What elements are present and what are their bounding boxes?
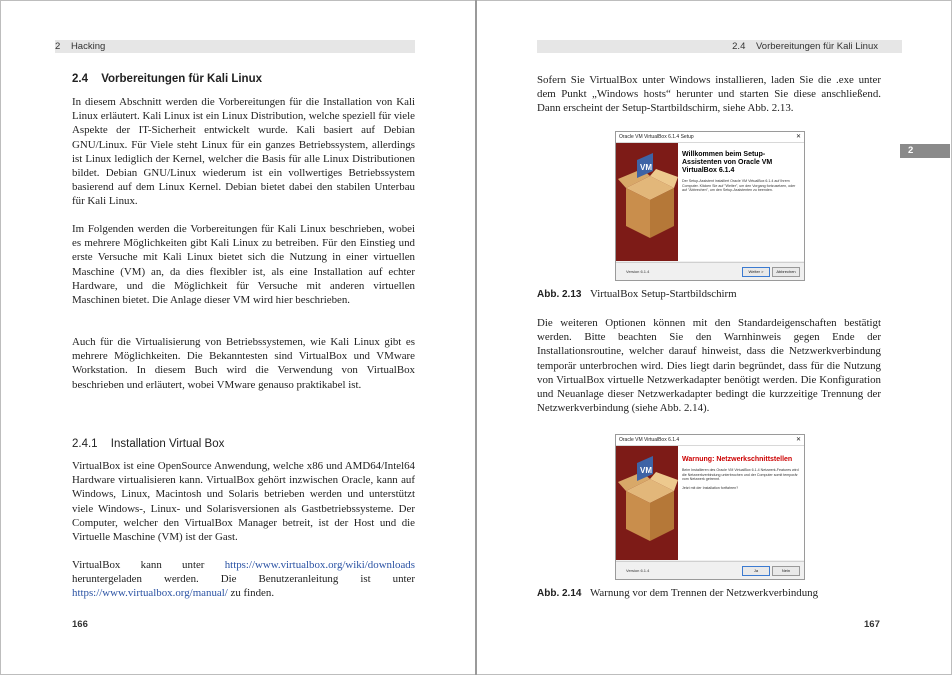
figure-label-2-13: Abb. 2.13: [537, 289, 582, 300]
setup-version-label: Version 6.1.4: [626, 269, 650, 274]
figure-caption-2-13: [537, 288, 737, 300]
chapter-thumb-tab: 2: [900, 144, 950, 158]
warning-window-title: Oracle VM VirtualBox 6.1.4: [619, 437, 680, 443]
warning-screenshot: [615, 434, 805, 580]
warning-question: Jetzt mit der Installation fortfahren?: [682, 485, 739, 490]
download-text-middle: heruntergeladen werden. Die Benutzeranleitung ist unter: [72, 573, 415, 586]
paragraph-download: [72, 558, 415, 601]
close-icon: ✕: [795, 134, 801, 140]
virtualbox-box-illustration: [616, 446, 678, 560]
next-button[interactable]: Weiter >: [742, 267, 770, 277]
left-page: [0, 0, 475, 675]
svg-text:VM: VM: [640, 466, 652, 475]
setup-welcome-heading: Willkommen beim Setup-Assistenten von Oracle VM VirtualBox 6.1.4: [682, 151, 773, 174]
running-head-left: [55, 40, 415, 53]
setup-screenshot: [615, 131, 805, 281]
warning-body: Beim Installieren des Oracle VM VirtualBox 6.1.4 Netzwerk-Features wird die Netzwerkverbindung unterbrochen und der Computer somit temporär vom Netzwerk getrennt.: [682, 468, 799, 482]
subsection-heading: [72, 438, 224, 450]
paragraph-network-warning: Die weiteren Optionen können mit den Standardeigenschaften bestätigt werden. Bitte beachten Sie den Warnhinweis gegen Ende der Installationsroutine, welcher darauf hinweist, dass die Netzwerkverbindung temporär unterbrochen wird. Dies liegt darin begründet, dass für die Nutzung von VirtualBox virtuelle Netzwerkadapter benötigt werden. Die Konfiguration und Neuanlage dieser Netzwerkadapter bedingt die kurzzeitige Trennung der Netzwerkverbindung (siehe Abb. 2.14).: [537, 317, 881, 415]
setup-welcome-body: Der Setup-Assistent installiert Oracle VM VirtualBox 6.1.4 auf Ihrem Computer. Klicken Sie auf "Weiter", um den Vorgang fortzusetzen, oder auf "Abbrechen", um den Setup-Assistenten zu beenden.: [682, 179, 796, 193]
virtualbox-box-illustration: [616, 143, 678, 261]
section-title: Vorbereitungen für Kali Linux: [101, 73, 263, 85]
setup-window-text: [682, 151, 800, 193]
chapter-title: Hacking: [70, 41, 106, 52]
manual-link[interactable]: https://www.virtualbox.org/manual/: [72, 587, 228, 600]
yes-button[interactable]: Ja: [742, 566, 770, 576]
setup-window-titlebar: [616, 132, 804, 143]
page-number-left: 166: [72, 619, 88, 630]
section-number: 2.4: [72, 73, 88, 85]
paragraph-options: Im Folgenden werden die Vorbereitungen für Kali Linux beschrieben, wobei es mehrere Möglichkeiten gibt Kali Linux zu betreiben. Für den Einstieg und erste Versuche mit Kali Linux bietet sich die Nutzung in einer virtuellen Maschine (VM) an, da dies flexibler ist, als eine Installation auf echter Hardware, und die Möglichkeit für Versuche mit anderen virtuellen Maschinen bietet. Die Anlage dieser VM wird hier beschrieben.: [72, 223, 415, 307]
running-section-number: 2.4: [732, 41, 746, 52]
paragraph-virtualbox: VirtualBox ist eine OpenSource Anwendung, welche x86 und AMD64/Intel64 Hardware virtualisieren kann. VirtualBox gehört inzwischen Oracle, kann auf Windows, Linux, Macintosh und Solaris betrieben werden und unterstützt viele Windows-, Linux- und Solarisversionen als Gastbetriebssysteme. Der Computer, welcher den VirtualBox Manager betreit, ist der Host und die Virtuelle Maschine (VM) ist der Gast.: [72, 460, 415, 544]
setup-window-body: [616, 143, 804, 261]
figure-caption-2-14: [537, 587, 818, 599]
download-text-suffix: zu finden.: [230, 587, 275, 600]
figure-text-2-13: VirtualBox Setup-Startbildschirm: [590, 288, 737, 300]
download-text-prefix: VirtualBox kann unter: [72, 559, 205, 571]
setup-window-title: Oracle VM VirtualBox 6.1.4 Setup: [619, 134, 694, 140]
paragraph-intro: In diesem Abschnitt werden die Vorbereitungen für die Installation von Kali Linux erläutert. Kali Linux ist ein Linux Distribution, welche speziell für viele Aspekte der IT-Sicherheit entwickelt wurde. Kali basiert auf Debian GNU/Linux. Für Viele steht Linux für ein ganzes Betriebssystem, allerdings ist Linux lediglich der Kernel, welcher die Basis für alle Linux Distributionen bildet. Debian GNU/Linux wiederum ist ein vollwertiges Betriebssystem basierend auf dem Linux Kernel. Debian bietet dabei den stabilen Unterbau für Kali Linux.: [72, 96, 415, 208]
figure-label-2-14: Abb. 2.14: [537, 588, 582, 599]
running-section-title: Vorbereitungen für Kali Linux: [756, 41, 878, 52]
warning-window-text: [682, 456, 800, 490]
warning-window-titlebar: [616, 435, 804, 446]
warning-heading: Warnung: Netzwerkschnittstellen: [682, 456, 793, 463]
warning-window-body: [616, 446, 804, 560]
cancel-button[interactable]: Abbrechen: [772, 267, 800, 277]
paragraph-virtualization: Auch für die Virtualisierung von Betriebssystemen, wie Kali Linux gibt es mehrere Möglichkeiten. Die Bekanntesten sind VirtualBox und VMware Workstation. In diesem Buch wird die Verwendung von VirtualBox beschrieben und erläutert, wobei VMware genauso praktikabel ist.: [72, 336, 415, 391]
paragraph-install-intro: Sofern Sie VirtualBox unter Windows installieren, laden Sie die .exe unter dem Punkt „Windows hosts“ herunter und starten Sie diese anschließend. Dann erscheint der Setup-Startbildschirm, siehe Abb. 2.13.: [537, 74, 881, 115]
warning-window-footer: [616, 561, 804, 579]
warning-version-label: Version 6.1.4: [626, 568, 650, 573]
right-page: [477, 0, 952, 675]
subsection-number: 2.4.1: [72, 438, 98, 450]
page-number-right: 167: [864, 619, 880, 630]
close-icon: ✕: [795, 437, 801, 443]
figure-text-2-14: Warnung vor dem Trennen der Netzwerkverbindung: [590, 587, 819, 599]
subsection-title: Installation Virtual Box: [110, 438, 225, 450]
running-head-right: [537, 40, 902, 53]
setup-window-footer: [616, 262, 804, 280]
no-button[interactable]: Nein: [772, 566, 800, 576]
section-heading: [72, 73, 262, 85]
download-link[interactable]: https://www.virtualbox.org/wiki/downloads: [224, 559, 415, 571]
svg-text:VM: VM: [640, 163, 652, 172]
chapter-number: 2: [55, 41, 61, 52]
